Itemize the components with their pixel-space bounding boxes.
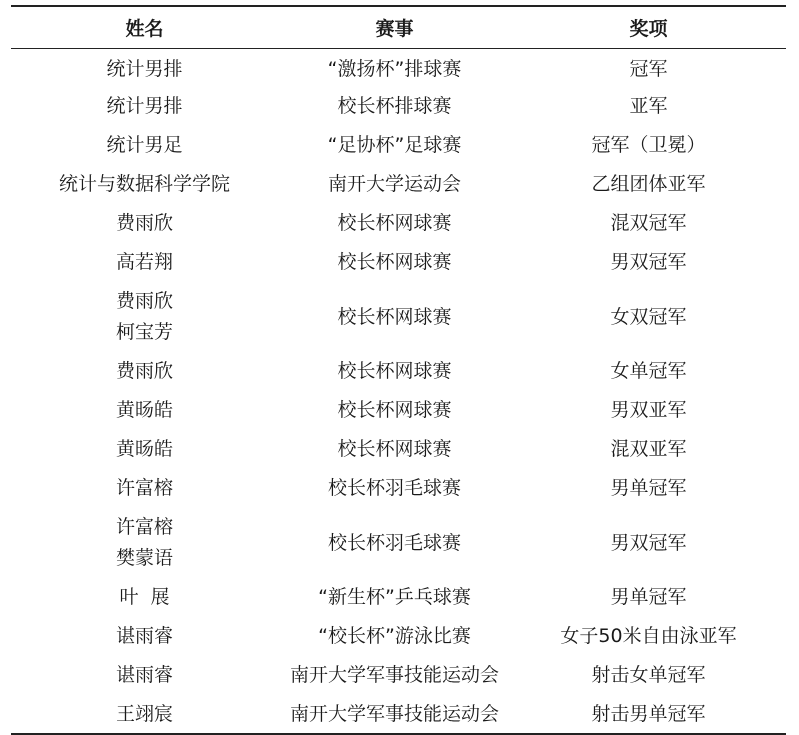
cell-event: 校长杯排球赛 — [337, 95, 452, 117]
cell-name — [11, 508, 278, 578]
cell-event: 南开大学运动会 — [327, 173, 461, 195]
table-row — [11, 508, 786, 578]
cell-name: 谌雨睿 — [115, 664, 173, 686]
cell-award: 混双冠军 — [610, 212, 687, 234]
table-row — [11, 282, 786, 352]
table-row — [11, 656, 786, 695]
cell-award: 冠军 — [629, 58, 668, 81]
name-list — [116, 286, 173, 348]
table-row — [11, 243, 786, 282]
table-row — [11, 578, 786, 617]
cell-event: 校长杯网球赛 — [337, 399, 452, 421]
cell-event: “激扬杯”排球赛 — [327, 58, 462, 81]
table-header-row — [11, 6, 786, 48]
cell-event: 南开大学军事技能运动会 — [278, 695, 511, 734]
cell-name: 费雨欣 — [115, 360, 173, 382]
cell-name: 统计男排 — [106, 58, 183, 81]
table-row — [11, 617, 786, 656]
cell-event: 校长杯羽毛球赛 — [327, 477, 461, 499]
cell-name — [11, 282, 278, 352]
header-name: 姓名 — [11, 6, 278, 48]
cell-event: “校长杯”游泳比赛 — [318, 625, 471, 647]
table-row — [11, 352, 786, 391]
name-list — [116, 512, 173, 574]
cell-name: 谌雨睿 — [115, 625, 173, 647]
table-row — [11, 126, 786, 165]
cell-award: 男单冠军 — [610, 477, 687, 499]
person-name: 许富榕 — [115, 516, 173, 538]
table-row — [11, 204, 786, 243]
person-name: 费雨欣 — [115, 290, 173, 312]
cell-event: “新生杯”乒乓球赛 — [318, 586, 471, 608]
table-row — [11, 469, 786, 508]
cell-event: 南开大学军事技能运动会 — [289, 664, 499, 686]
person-name: 樊蒙语 — [115, 547, 173, 569]
cell-award: 冠军（卫冕） — [591, 134, 706, 156]
cell-event: 校长杯羽毛球赛 — [327, 531, 461, 554]
header-event: 赛事 — [278, 6, 511, 48]
table-body — [11, 48, 786, 734]
cell-award: 男单冠军 — [610, 586, 687, 608]
table-row — [11, 695, 786, 734]
cell-name: 统计男足 — [106, 134, 183, 156]
table-row — [11, 391, 786, 430]
cell-name: 叶 展 — [119, 586, 170, 608]
cell-award: 混双亚军 — [610, 438, 687, 460]
cell-award: 男双亚军 — [610, 399, 687, 421]
cell-award: 女子50米自由泳亚军 — [560, 625, 737, 647]
cell-award: 女双冠军 — [610, 305, 687, 328]
cell-award: 乙组团体亚军 — [591, 173, 706, 195]
cell-name: 高若翔 — [115, 251, 173, 273]
cell-event: 校长杯网球赛 — [337, 305, 452, 328]
cell-award: 亚军 — [629, 95, 668, 117]
cell-event: “足协杯”足球赛 — [327, 134, 462, 156]
table-row — [11, 165, 786, 204]
cell-name: 王翊宸 — [11, 695, 278, 734]
cell-name: 黄旸皓 — [115, 399, 173, 421]
cell-award: 射击男单冠军 — [511, 695, 786, 734]
cell-award: 男双冠军 — [610, 251, 687, 273]
table-row — [11, 430, 786, 469]
cell-award: 男双冠军 — [610, 531, 687, 554]
cell-name: 统计男排 — [106, 95, 183, 117]
cell-award: 女单冠军 — [610, 360, 687, 382]
cell-event: 校长杯网球赛 — [337, 438, 452, 460]
awards-table — [11, 5, 786, 735]
cell-name: 许富榕 — [115, 477, 173, 499]
cell-name: 黄旸皓 — [115, 438, 173, 460]
cell-name: 统计与数据科学学院 — [58, 173, 230, 195]
awards-table-container — [11, 5, 786, 735]
person-name: 柯宝芳 — [115, 321, 173, 343]
cell-event: 校长杯网球赛 — [337, 251, 452, 273]
cell-event: 校长杯网球赛 — [337, 212, 452, 234]
table-row — [11, 87, 786, 126]
cell-event: 校长杯网球赛 — [337, 360, 452, 382]
cell-name: 费雨欣 — [115, 212, 173, 234]
header-award: 奖项 — [511, 6, 786, 48]
table-row — [11, 48, 786, 87]
cell-award: 射击女单冠军 — [591, 664, 706, 686]
